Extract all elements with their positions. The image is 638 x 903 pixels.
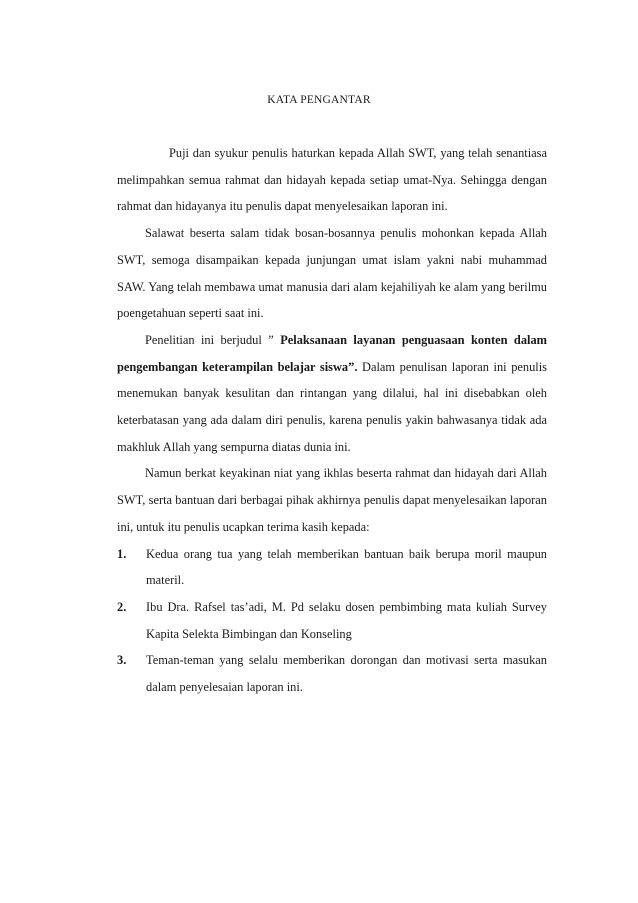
list-item	[117, 541, 547, 594]
list-item-number: 2.	[117, 599, 127, 614]
paragraph-opening: Puji dan syukur penulis haturkan kepada Allah SWT, yang telah senantiasa melimpahkan semua rahmat dan hidayah kepada setiap umat-Nya. Sehingga dengan rahmat dan hidayanya itu penulis dapat menyelesaikan laporan ini.	[117, 146, 547, 214]
paragraph-research-tail: Dalam penulisan laporan ini penulis menemukan banyak kesulitan dan rintangan yang dilalui, hal ini disebabkan oleh keterbatasan yang ada dalam diri penulis, karena penulis yakin bahwasanya tidak ada makhluk Allah yang sempurna diatas dunia ini.	[117, 359, 547, 454]
list-item-number: 3.	[117, 653, 127, 668]
paragraph-gratitude-intro: Namun berkat keyakinan niat yang ikhlas beserta rahmat dan hidayah dari Allah SWT, serta bantuan dari berbagai pihak akhirnya penulis dapat menyelesaikan laporan ini, untuk itu penulis ucapkan terima kasih kepada:	[117, 466, 547, 534]
list-item-number: 1.	[117, 546, 127, 561]
paragraph-research-lead: Penelitian ini berjudul ”	[145, 332, 281, 347]
list-item-text: Teman-teman yang selalu memberikan dorongan dan motivasi serta masukan dalam penyelesaian laporan ini.	[146, 653, 547, 695]
document-body	[117, 140, 547, 701]
list-item-text: Kedua orang tua yang telah memberikan bantuan baik berupa moril maupun materil.	[146, 546, 547, 588]
paragraph-research-title	[117, 327, 547, 461]
page-title: KATA PENGANTAR	[267, 94, 371, 106]
list-item	[117, 647, 547, 700]
thanks-list	[117, 541, 547, 701]
research-title-bold: Pelaksanaan layanan penguasaan konten dalam pengembangan keterampilan belajar siswa”.	[117, 332, 547, 374]
list-item	[117, 594, 547, 647]
paragraph-salawat: Salawat beserta salam tidak bosan-bosannya penulis mohonkan kepada Allah SWT, semoga disampaikan kepada junjungan umat islam yakni nabi muhammad SAW. Yang telah membawa umat manusia dari alam kejahiliyah ke alam yang berilmu poengetahuan seperti saat ini.	[117, 226, 547, 321]
list-item-text: Ibu Dra. Rafsel tas’adi, M. Pd selaku dosen pembimbing mata kuliah Survey Kapita Selekta Bimbingan dan Konseling	[146, 599, 547, 641]
